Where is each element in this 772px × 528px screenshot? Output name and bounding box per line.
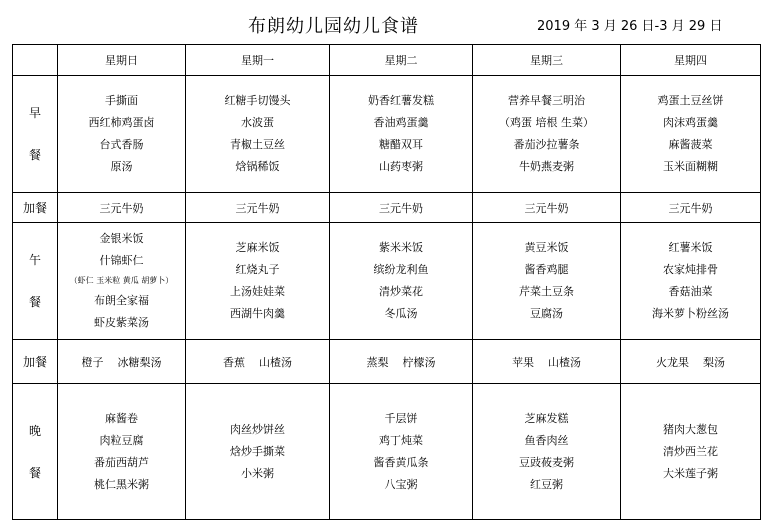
snack-label: 加餐 <box>13 193 58 223</box>
dish: 香油鸡蛋羹 <box>373 116 429 129</box>
dish: 红糖手切馒头 <box>224 94 291 107</box>
snack-cell: 三元牛奶 <box>58 193 186 223</box>
snack-item: 山楂汤 <box>259 355 292 369</box>
snack-cell <box>473 340 621 384</box>
dish: 什锦虾仁 <box>99 254 144 267</box>
dish: 肉丝炒饼丝 <box>230 422 285 436</box>
meal-cell <box>621 76 761 193</box>
snack-cell <box>330 340 473 384</box>
dish: 营养早餐三明治 <box>508 94 585 107</box>
meal-cell <box>473 76 621 193</box>
dish: 肉沫鸡蛋羹 <box>663 116 718 129</box>
dish: 芹菜土豆条 <box>519 285 574 298</box>
dish: 海米萝卜粉丝汤 <box>652 307 729 320</box>
dish: 手撕面 <box>105 94 138 107</box>
label-char: 餐 <box>28 295 41 309</box>
day-header: 星期三 <box>473 45 621 76</box>
meal-cell <box>58 76 186 193</box>
dish: 西红柿鸡蛋卤 <box>88 116 155 129</box>
dish: 八宝粥 <box>384 477 418 491</box>
dish-note: （虾仁 玉米粒 黄瓜 胡萝卜） <box>69 276 174 285</box>
meal-cell <box>186 384 330 520</box>
dish: 青椒土豆丝 <box>230 138 285 151</box>
meal-cell <box>58 223 186 340</box>
dish: 上汤娃娃菜 <box>230 285 285 298</box>
snack-item: 梨汤 <box>703 355 725 369</box>
snack-label: 加餐 <box>13 340 58 384</box>
dish: 番茄沙拉薯条 <box>513 138 580 151</box>
dish: 鸡丁炖菜 <box>379 433 423 447</box>
dish: （鸡蛋 培根 生菜） <box>499 116 594 129</box>
dish: 焓炒手撕菜 <box>230 444 285 458</box>
dish: 大米莲子粥 <box>663 466 718 480</box>
dish: 红豆粥 <box>530 477 563 491</box>
dish: 布朗全家福 <box>94 294 149 307</box>
dish: 山药枣粥 <box>379 160 423 173</box>
dish: 清炒菜花 <box>379 285 423 298</box>
dish: 鸡蛋土豆丝饼 <box>657 94 724 107</box>
day-header: 星期二 <box>330 45 473 76</box>
dish: 豆豉莜麦粥 <box>519 455 574 469</box>
snack-item: 火龙果 <box>656 355 689 369</box>
snack-cell: 三元牛奶 <box>621 193 761 223</box>
dish: 酱香鸡腿 <box>524 263 569 276</box>
dish: 肉粒豆腐 <box>99 433 144 447</box>
snack-item: 蒸梨 <box>366 355 389 369</box>
dish: 黄豆米饭 <box>524 241 569 254</box>
dish: 农家炖排骨 <box>663 263 718 276</box>
label-char: 餐 <box>28 465 41 480</box>
dish: 芝麻米饭 <box>235 241 280 254</box>
dish: 金银米饭 <box>99 232 144 245</box>
meal-cell <box>58 384 186 520</box>
dish: 西湖牛肉羹 <box>230 307 285 320</box>
dish: 清炒西兰花 <box>663 444 718 458</box>
meal-cell <box>330 384 473 520</box>
header-row <box>13 45 761 76</box>
snack-item: 山楂汤 <box>548 355 581 369</box>
day-header: 星期日 <box>58 45 186 76</box>
meal-cell <box>330 223 473 340</box>
dish: 桃仁黑米粥 <box>94 477 149 491</box>
breakfast-row <box>13 76 761 193</box>
meal-cell <box>186 223 330 340</box>
dish: 千层饼 <box>384 411 418 425</box>
meal-cell <box>473 384 621 520</box>
meal-cell <box>621 223 761 340</box>
snack-item: 苹果 <box>512 355 534 369</box>
dish: 冬瓜汤 <box>384 307 418 320</box>
snack-cell: 三元牛奶 <box>473 193 621 223</box>
dish: 台式香肠 <box>99 138 144 151</box>
dish: 红烧丸子 <box>235 263 280 276</box>
dish: 牛奶燕麦粥 <box>519 160 574 173</box>
label-char: 早 <box>28 106 41 120</box>
meal-cell <box>330 76 473 193</box>
menu-table <box>12 44 761 520</box>
dish: 原汤 <box>110 160 133 173</box>
dish: 玉米面糊糊 <box>663 160 718 173</box>
snack-cell <box>186 340 330 384</box>
dish: 红薯米饭 <box>668 241 713 254</box>
dish: 番茄西葫芦 <box>94 455 149 469</box>
day-header: 星期一 <box>186 45 330 76</box>
label-char: 午 <box>28 253 41 267</box>
dinner-row <box>13 384 761 520</box>
dish: 麻酱菠菜 <box>668 138 713 151</box>
corner-cell <box>13 45 58 76</box>
meal-cell <box>621 384 761 520</box>
dish: 猪肉大葱包 <box>663 422 718 436</box>
dish: 豆腐汤 <box>530 307 563 320</box>
dish: 缤纷龙利鱼 <box>373 263 429 276</box>
lunch-label <box>13 223 58 340</box>
snack-cell: 三元牛奶 <box>330 193 473 223</box>
snack-item: 冰糖梨汤 <box>117 355 162 369</box>
meal-cell <box>473 223 621 340</box>
dish: 奶香红薯发糕 <box>368 94 434 107</box>
snack-cell: 三元牛奶 <box>186 193 330 223</box>
dish: 鱼香肉丝 <box>524 433 569 447</box>
day-header: 星期四 <box>621 45 761 76</box>
dish: 香菇油菜 <box>668 285 713 298</box>
morning-snack-row <box>13 193 761 223</box>
dinner-label <box>13 384 58 520</box>
snack-cell <box>621 340 761 384</box>
menu-title: 布朗幼儿园幼儿食谱 <box>248 16 419 37</box>
dish: 酱香黄瓜条 <box>373 455 429 469</box>
breakfast-label <box>13 76 58 193</box>
lunch-row <box>13 223 761 340</box>
dish: 水波蛋 <box>241 116 274 129</box>
snack-cell <box>58 340 186 384</box>
dish: 虾皮紫菜汤 <box>94 316 149 329</box>
afternoon-snack-row <box>13 340 761 384</box>
label-char: 餐 <box>28 148 41 162</box>
snack-item: 柠檬汤 <box>402 355 436 369</box>
label-char: 晚 <box>28 423 41 438</box>
dish: 麻酱卷 <box>105 411 138 425</box>
snack-item: 橙子 <box>81 355 104 369</box>
dish: 紫米米饭 <box>379 241 423 254</box>
dish: 焓锅稀饭 <box>235 160 280 173</box>
snack-item: 香蕉 <box>223 355 245 369</box>
dish: 糖醋双耳 <box>379 138 423 151</box>
date-range: 2019 年 3 月 26 日-3 月 29 日 <box>537 19 723 34</box>
dish: 小米粥 <box>241 466 274 480</box>
dish: 芝麻发糕 <box>524 411 569 425</box>
meal-cell <box>186 76 330 193</box>
